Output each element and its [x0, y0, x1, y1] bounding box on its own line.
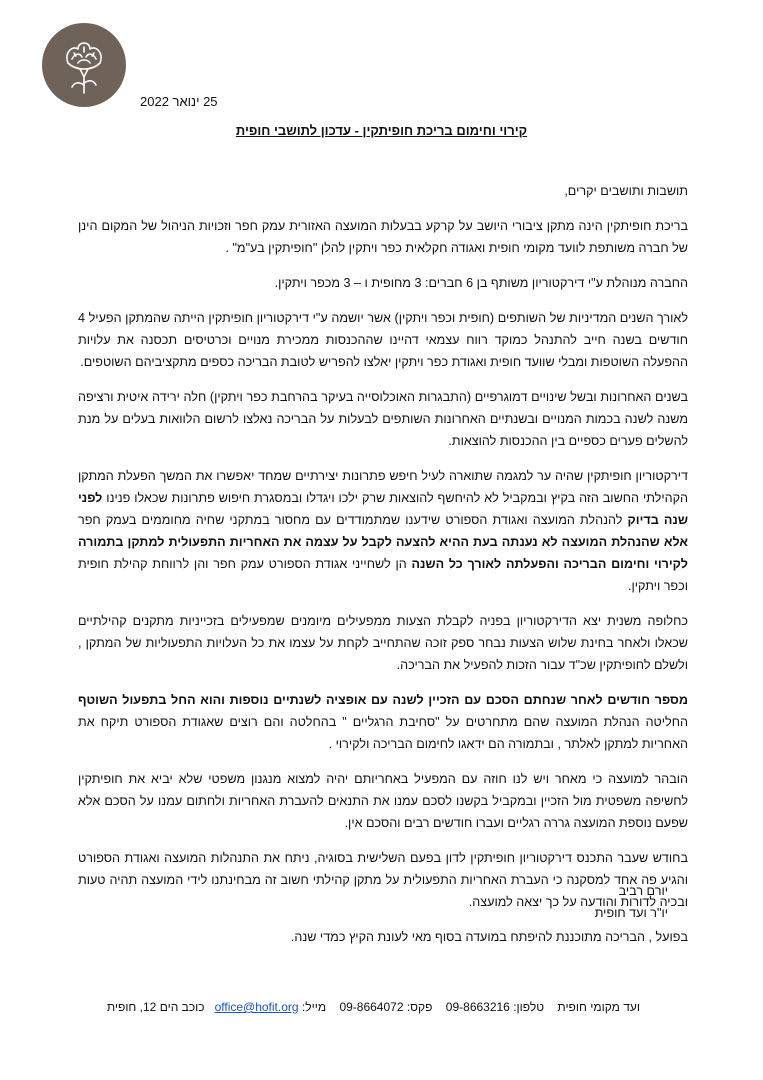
signature-block	[500, 880, 668, 924]
footer-phone-label: טלפון:	[513, 1000, 545, 1014]
paragraph-5-bold-b: לפני שנה בדיוק	[78, 491, 688, 527]
letter-title: קירוי וחימום בריכת חופיתקין - עדכון לתושבי חופית	[235, 123, 528, 138]
footer-mail-label: מייל:	[301, 1000, 327, 1014]
paragraph-7-bold-a: מספר חודשים לאחר שנחתם הסכם עם הזכיין לשנה עם אופציה לשנתיים נוספות והוא החל בתפעול השוטף	[78, 693, 688, 707]
paragraph-1: בריכת חופיתקין הינה מתקן ציבורי היושב על קרקע בבעלות המועצה האזורית עמק חפר וזכויות הניהול של המקום הינן של חברה משותפת לוועד מקומי חופית ואגודה חקלאית כפר ויתקין להלן "חופיתקין בע"מ" .	[78, 219, 688, 255]
paragraph-5-part-e: הן לשחייני אגודת הספורט עמק חפר והן לרווחת קהילת חופית וכפר ויתקין.	[78, 557, 688, 593]
letter-body	[78, 180, 688, 961]
paragraph-5	[78, 465, 688, 597]
paragraph-8: הובהר למועצה כי מאחר ויש לנו חוזה עם המפעיל באחריותם יהיה למצוא מנגנון משפטי שלא יביא את חופיתקין לחשיפה משפטית מול הזכיין ובמקביל בקשנו לסכם עמנו את התנאים להעברת האחריות ולחתום עמנו על הסכם אלא שפעם נוספת המועצה גררה רגליים ועברו חודשים רבים והסכם אין.	[78, 772, 688, 830]
footer-email-link[interactable]: office@hofit.org	[214, 1000, 299, 1014]
paragraph-5-part-a: דירקטוריון חופיתקין שהיה ער למגמה שתוארה לעיל חיפש פתרונות יצירתיים שמחד יאפשרו את המשך הפעלת המתקן הקהילתי החשוב הזה בקיץ ובמקביל לא להיחשף להוצאות שרק ילכו ויגדלו ובמסגרת חיפוש פתרונות שכאלו פנינו	[78, 469, 688, 505]
paragraph-10: בפועל , הבריכה מתוכננת להיפתח במועדה בסוף מאי לעונת הקיץ כמדי שנה.	[290, 930, 688, 944]
paragraph-5-bold-d: אלא שהנהלת המועצה לא נענתה בעת ההיא להצעה לקבל על עצמה את האחריות התפעולית למתקן בתמורה לקירוי וחימום הבריכה והפעלתה לאורך כל השנה	[78, 535, 688, 571]
footer-fax-label: פקס:	[406, 1000, 433, 1014]
letter-footer	[100, 1000, 640, 1014]
paragraph-6: כחלופה משנית יצא הדירקטוריון בפניה לקבלת הצעות ממפעילים מיומנים שמפעילים בזכייניות מתקנים קהילתיים שכאלו ולאחר בחינת שלוש הצעות נבחר ספק זוכה שהתחייב לקחת על עצמו את כל העלויות התפעוליות של המתקן , ולשלם לחופיתקין שכ"ד עבור הזכות להפעיל את הבריכה.	[78, 614, 688, 672]
paragraph-2: החברה מנוהלת ע"י דירקטוריון משותף בן 6 חברים: 3 מחופית ו – 3 מכפר ויתקין.	[274, 276, 688, 290]
footer-address: כוכב הים 12, חופית	[106, 1000, 205, 1014]
paragraph-3: לאורך השנים המדיניות של השותפים (חופית וכפר ויתקין) אשר יושמה ע"י דירקטוריון חופיתקין הייתה שהמתקן הפעיל 4 חודשים בשנה חייב להתנהל כמוקד רווח עצמאי דהיינו שההכנסות ממכירת מנויים וכרטיסים תכסנה את עלויות ההפעלה השוטפות ומבלי שוועד חופית ואגודת כפר ויתקין יאלצו להפריש לטובת הבריכה כספים מתקציביהם השוטפים.	[78, 311, 688, 369]
paragraph-5-part-c: להנהלת המועצה ואגודת הספורט שידענו שמתמודדים עם מחסור במתקני שחיה מחוממים בעמק חפר	[78, 513, 628, 527]
paragraph-9: בחודש שעבר התכנס דירקטוריון חופיתקין לדון בפעם השלישית בסוגיה, ניתח את התנהלות המועצה ואגודת הספורט והגיע פה אחד למסקנה כי העברת האחריות התפעולית על מתקן קהילתי חשוב זה מבחינתנו לידי המועצה תהיה טעות ובכיה לדורות והודעה על כך יצאה למועצה.	[78, 851, 688, 909]
greeting: תושבות ותושבים יקרים,	[564, 184, 688, 198]
paragraph-7	[78, 689, 688, 755]
carnation-flower-icon	[42, 23, 126, 107]
hofit-logo	[42, 23, 126, 107]
footer-fax: 09-8664072	[339, 1000, 404, 1014]
paragraph-4: בשנים האחרונות ובשל שינויים דמוגרפיים (התבגרות האוכלוסייה בעיקר בהרחבת כפר ויתקין) חלה ירידה איטית ורציפה משנה לשנה בכמות המנויים ובשנתיים האחרונות השותפים לבעלות על הבריכה נאלצו לרשום הלוואות בעלים על מנת להשלים פערים כספיים בין ההכנסות להוצאות.	[78, 390, 688, 448]
paragraph-7-part-b: החליטה הנהלת המועצה שהם מתחרטים על "סחיבת הרגליים " בהחלטה והם רוצים שאגודת הספורט תיקח את האחריות למתקן לאלתר , ובתמורה הם ידאגו לחימום הבריכה ולקירוי .	[78, 715, 688, 751]
footer-org: ועד מקומי חופית	[557, 1000, 640, 1014]
letter-date: 25 ינואר 2022	[140, 94, 218, 109]
signer-name: יורם רביב	[618, 884, 668, 898]
signer-role: יו"ר ועד חופית	[594, 906, 668, 920]
footer-phone: 09-8663216	[445, 1000, 510, 1014]
